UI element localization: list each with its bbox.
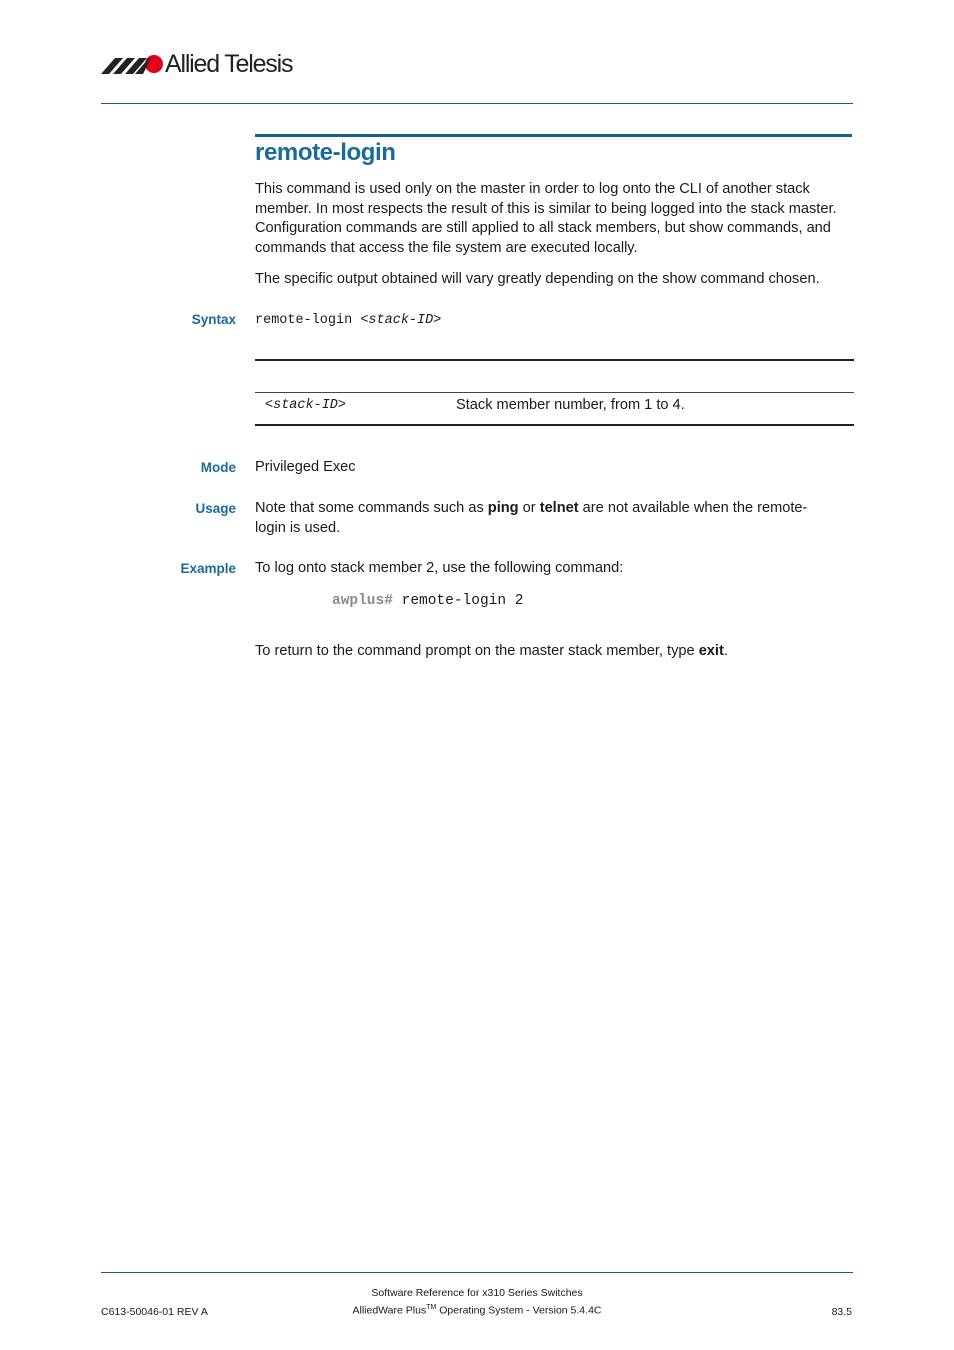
mode-text: Privileged Exec xyxy=(255,459,356,475)
company-logo xyxy=(101,52,301,80)
footer-page-number: 83.5 xyxy=(831,1306,852,1318)
ping-keyword: ping xyxy=(487,500,519,516)
footer-doc-id: C613-50046-01 REV A xyxy=(101,1306,208,1318)
header-rule xyxy=(101,103,853,104)
syntax-command-name: remote-login xyxy=(255,313,353,328)
cli-prompt: awplus# xyxy=(332,593,393,609)
usage-label: Usage xyxy=(195,501,236,516)
title-bar xyxy=(255,134,852,137)
intro-paragraph-2: The specific output obtained will vary greatly depending on the show command chosen. xyxy=(255,271,820,287)
logo-text: Allied Telesis xyxy=(165,50,293,78)
intro-paragraph: This command is used only on the master in order to log onto the CLI of another stack member. In most respects the result of this is similar to being logged into the stack master. Configuration commands are still applied to all stack members, but show commands, and commands that access the file system are executed locally. xyxy=(255,181,837,256)
example-after-text: To return to the command prompt on the master stack member, type exit. xyxy=(255,643,728,659)
usage-text: Note that some commands such as ping or telnet are not available when the remote-login is used. xyxy=(255,500,808,536)
example-text: To log onto stack member 2, use the following command: xyxy=(255,560,624,576)
exit-keyword: exit xyxy=(698,643,724,659)
footer-title: Software Reference for x310 Series Switches xyxy=(371,1287,583,1299)
example-code xyxy=(332,593,523,609)
cli-command: remote-login 2 xyxy=(401,593,524,609)
table-bottom-rule xyxy=(255,424,854,426)
footer-os: AlliedWare Plus™ Operating System - Version 5.4.4C xyxy=(352,1304,602,1317)
telnet-keyword: telnet xyxy=(539,500,579,516)
table-header-rule xyxy=(255,392,854,393)
syntax-label: Syntax xyxy=(191,312,236,327)
syntax-command xyxy=(255,313,441,328)
example-label: Example xyxy=(180,561,236,576)
footer-rule xyxy=(101,1272,853,1273)
table-top-rule xyxy=(255,359,854,361)
mode-label: Mode xyxy=(200,460,236,475)
table-row-param: <stack-ID> xyxy=(265,398,347,413)
table-row-description: Stack member number, from 1 to 4. xyxy=(456,397,685,413)
syntax-param: <stack-ID> xyxy=(360,313,442,328)
logo-mark-icon xyxy=(101,52,165,76)
page-title: remote-login xyxy=(255,139,396,166)
